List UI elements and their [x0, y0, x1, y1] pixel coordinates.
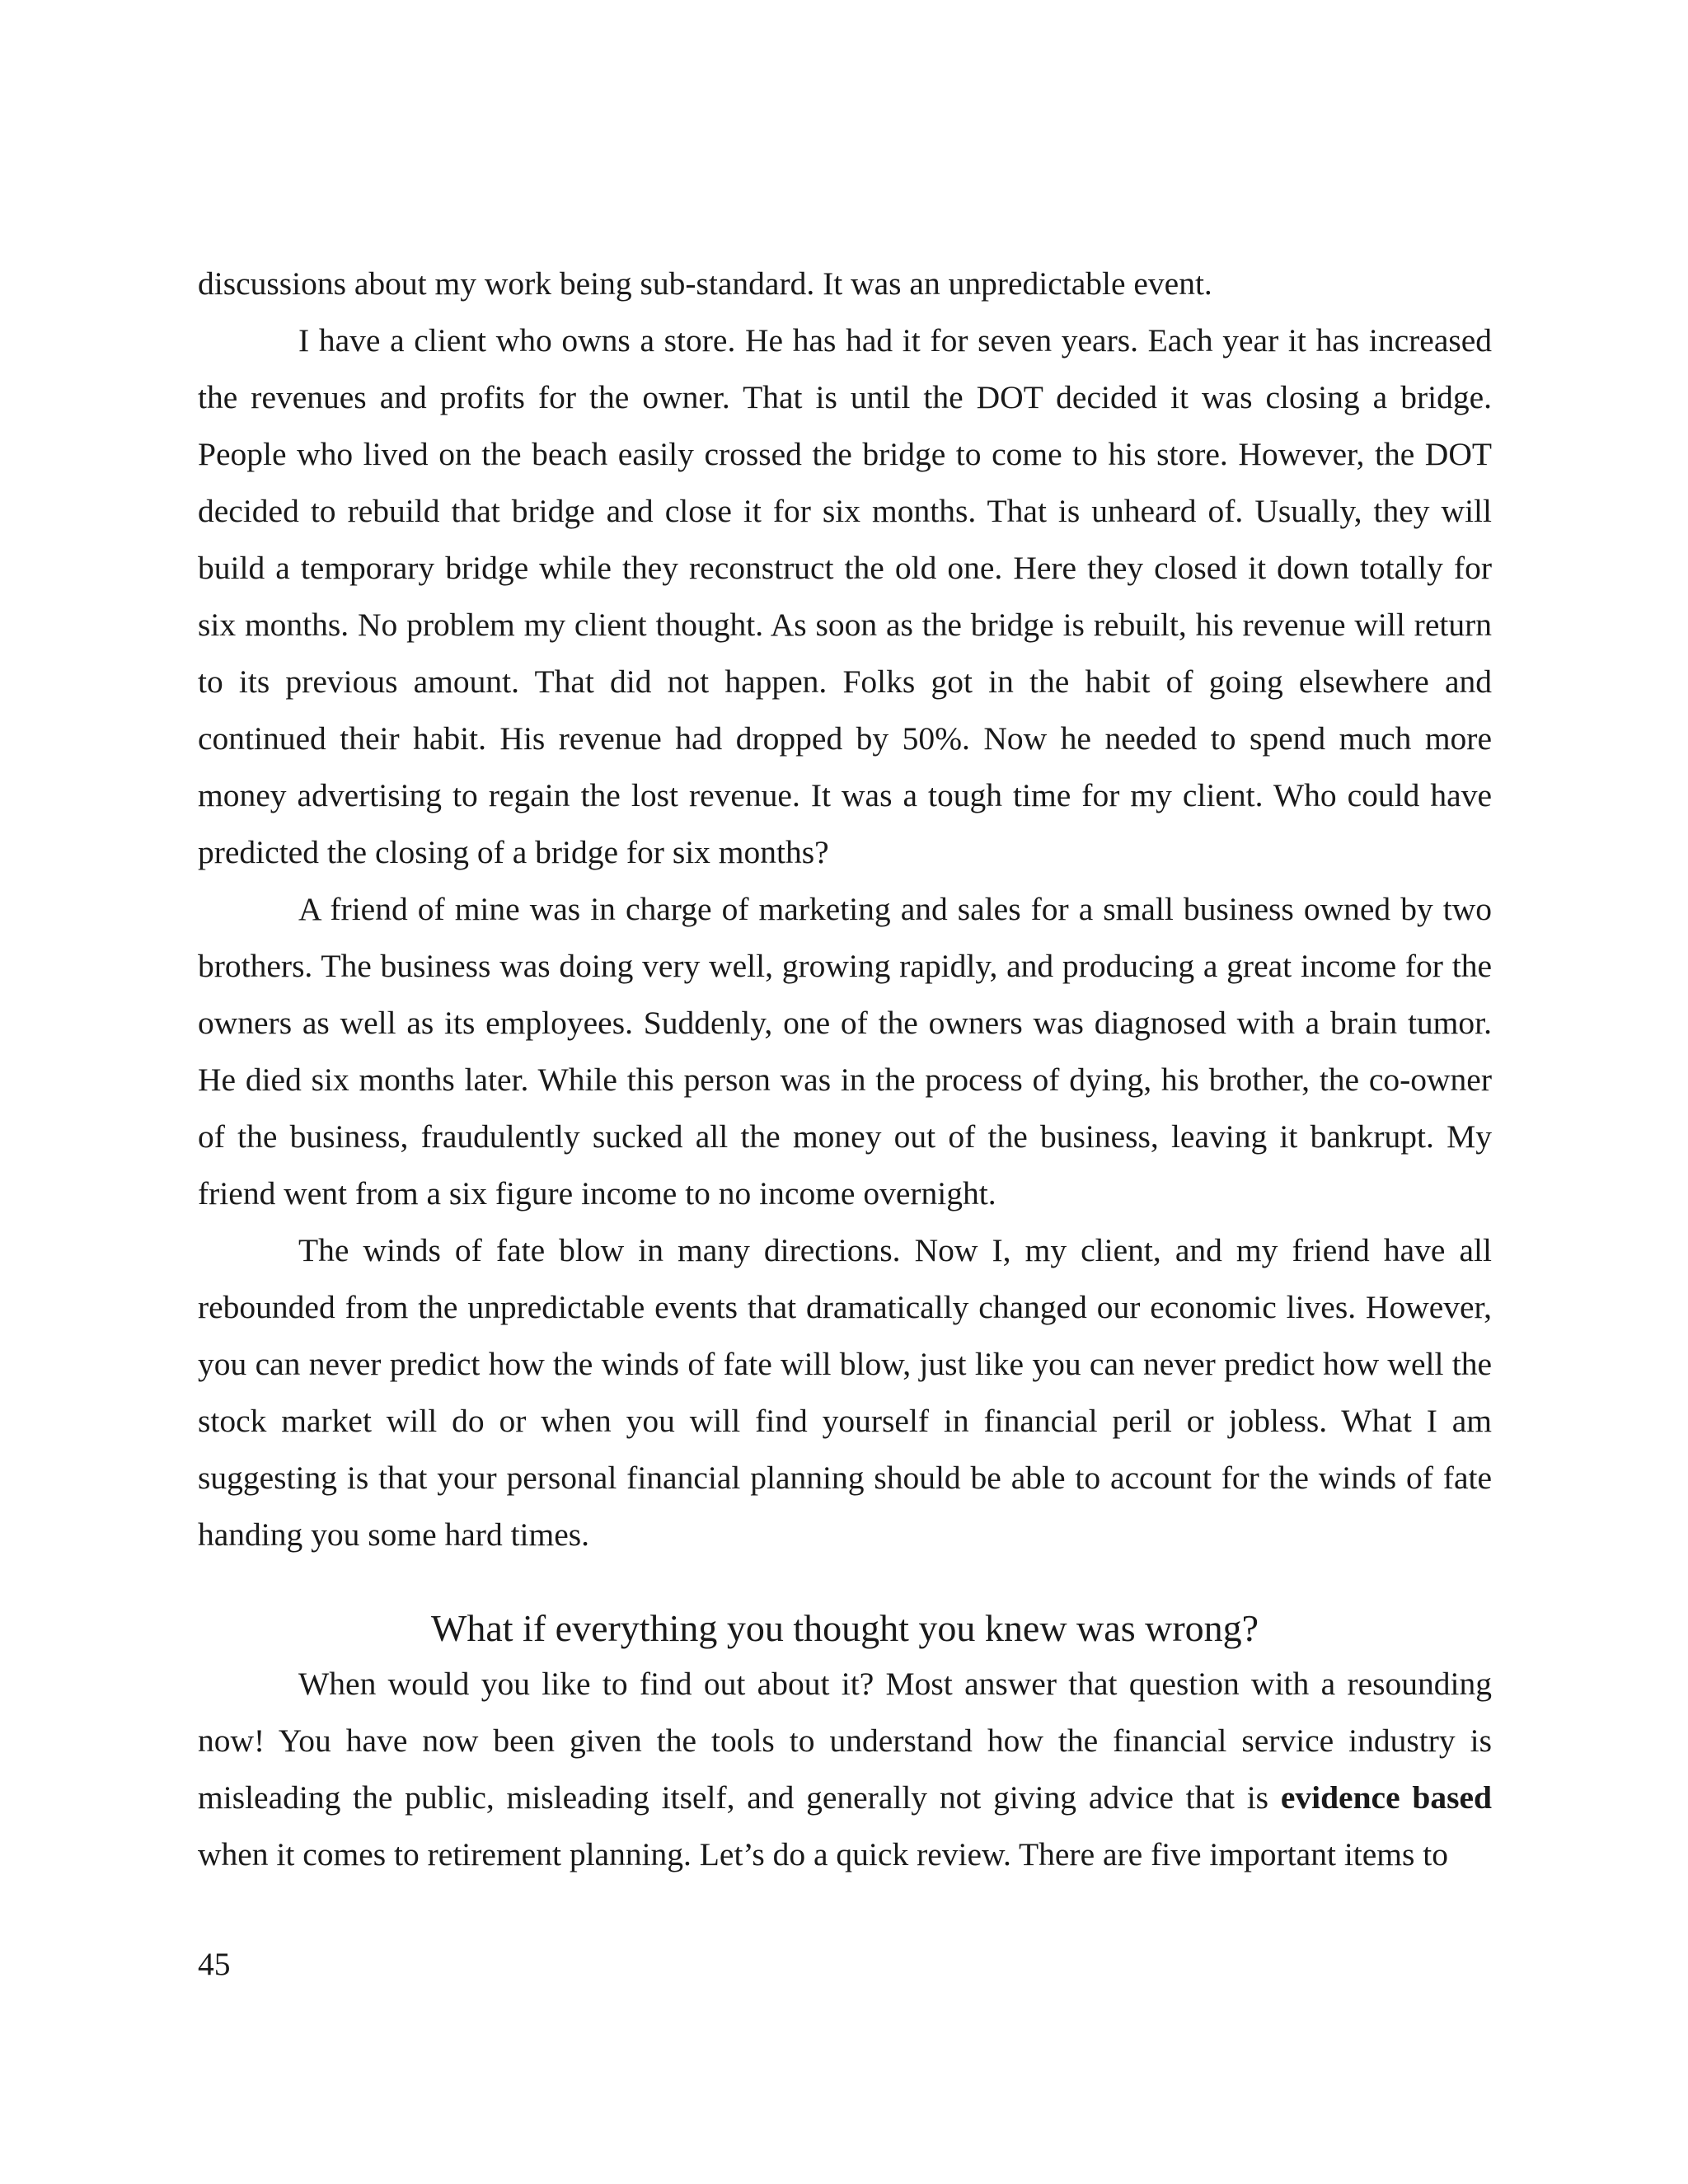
paragraph-continued: discussions about my work being sub-standard. It was an unpredictable event. [198, 265, 1212, 302]
paragraph-winds-of-fate: The winds of fate blow in many directions. Now I, my client, and my friend have all rebounded from the unpredictable events that dramatically changed our economic lives. However, you can never predict how the winds of fate will blow, just like you can never predict how well the stock market will do or when you will find yourself in financial peril or jobless. What I am suggesting is that your personal financial planning should be able to account for the winds of fate handing you some hard times. [198, 1232, 1492, 1553]
page-body [198, 255, 1492, 1883]
section-heading: What if everything you thought you knew was wrong? [430, 1607, 1259, 1649]
page-number: 45 [198, 1946, 231, 1982]
review-text-start: When would you like to find out about it? Most answer that question with a resounding now! You have now been given the tools to understand how the financial service industry is misleading the public, misleading itself, and generally not giving advice that is [198, 1666, 1492, 1816]
paragraph-friend-business: A friend of mine was in charge of marketing and sales for a small business owned by two brothers. The business was doing very well, growing rapidly, and producing a great income for the owners as well as its employees. Suddenly, one of the owners was diagnosed with a brain tumor. He died six months later. While this person was in the process of dying, his brother, the co-owner of the business, fraudulently sucked all the money out of the business, leaving it bankrupt. My friend went from a six figure income to no income overnight. [198, 891, 1492, 1212]
review-emphasis: evidence based [1280, 1779, 1492, 1816]
review-text-end: when it comes to retirement planning. Let’s do a quick review. There are five important items to [198, 1836, 1448, 1872]
paragraph-review [198, 1656, 1492, 1883]
paragraph-store-client: I have a client who owns a store. He has had it for seven years. Each year it has increased the revenues and profits for the owner. That is until the DOT decided it was closing a bridge. People who lived on the beach easily crossed the bridge to come to his store. However, the DOT decided to rebuild that bridge and close it for six months. That is unheard of. Usually, they will build a temporary bridge while they reconstruct the old one. Here they closed it down totally for six months. No problem my client thought. As soon as the bridge is rebuilt, his revenue will return to its previous amount. That did not happen. Folks got in the habit of going elsewhere and continued their habit. His revenue had dropped by 50%. Now he needed to spend much more money advertising to regain the lost revenue. It was a tough time for my client. Who could have predicted the closing of a bridge for six months? [198, 322, 1492, 870]
